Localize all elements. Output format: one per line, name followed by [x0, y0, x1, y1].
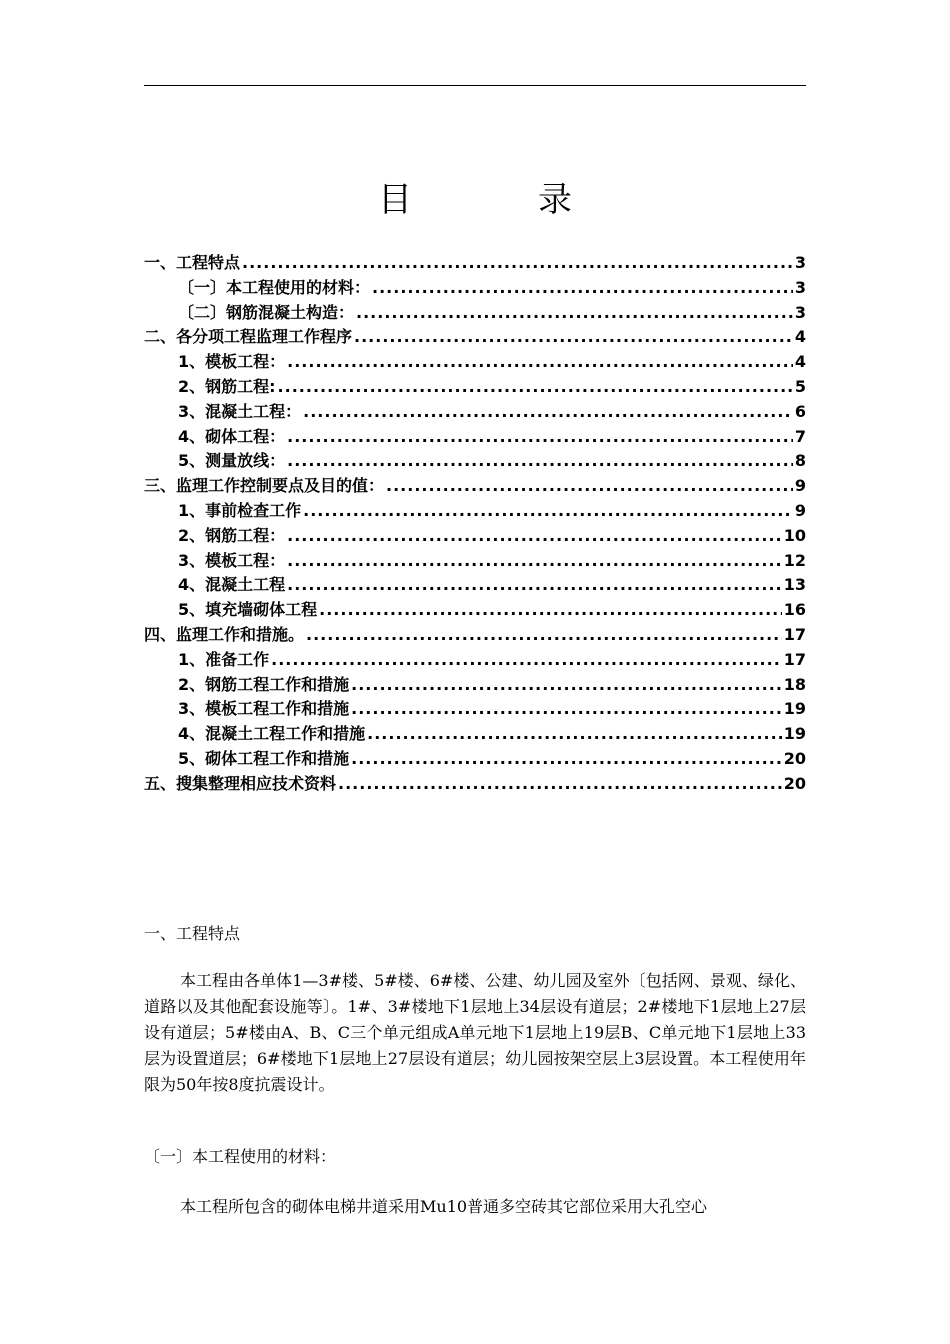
toc-entry-label: 4、混凝土工程 — [178, 575, 286, 595]
toc-entry-label: 五、搜集整理相应技术资料 — [144, 773, 337, 793]
header-rule — [144, 85, 806, 86]
toc-dot-leader — [287, 574, 782, 596]
toc-entry-page: 17 — [783, 649, 806, 669]
toc-entry[interactable] — [144, 723, 806, 748]
toc-entry-label: 三、监理工作控制要点及目的值： — [144, 476, 385, 496]
toc-entry[interactable] — [144, 550, 806, 575]
toc-dot-leader — [356, 302, 793, 324]
toc-entry-label: 1、模板工程： — [178, 352, 286, 372]
toc-entry-page: 3 — [794, 253, 806, 272]
toc-entry[interactable] — [144, 351, 806, 376]
toc-entry-page: 3 — [794, 277, 806, 297]
toc-entry-page: 12 — [783, 550, 806, 570]
section-paragraph: 本工程由各单体1—3#楼、5#楼、6#楼、公建、幼儿园及室外〔包括网、景观、绿化、道路以及其他配套设施等〕。1#、3#楼地下1层地上34层设有道层；2#楼地下1层地上27层设有道层；5#楼由A、B、C三个单元组成A单元地下1层地上19层B、C单元地下1层地上33层为设置道层；6#楼地下1层地上27层设有道层；幼儿园按架空层上3层设置。本工程使用年限为50年按8度抗震设计。 — [144, 971, 806, 1094]
toc-entry-label: 四、监理工作和措施。 — [144, 624, 305, 644]
toc-dot-leader — [319, 599, 782, 621]
table-of-contents — [144, 252, 806, 798]
toc-entry[interactable] — [144, 376, 806, 401]
toc-dot-leader — [287, 525, 782, 547]
toc-entry-page: 19 — [783, 724, 806, 744]
toc-entry-page: 9 — [794, 500, 806, 520]
toc-entry-page: 16 — [783, 600, 806, 620]
toc-dot-leader — [338, 773, 782, 795]
toc-title: 目 录 — [378, 180, 618, 220]
toc-dot-leader — [278, 376, 793, 398]
toc-entry[interactable] — [144, 500, 806, 525]
toc-entry-label: 4、混凝土工程工作和措施 — [178, 724, 366, 744]
toc-entry-page: 17 — [783, 624, 806, 644]
toc-entry[interactable] — [144, 748, 806, 773]
toc-entry-page: 8 — [794, 451, 806, 471]
toc-entry-page: 18 — [783, 674, 806, 694]
toc-dot-leader — [354, 326, 793, 348]
toc-entry[interactable] — [144, 426, 806, 451]
toc-entry[interactable] — [144, 277, 806, 302]
toc-entry[interactable] — [144, 475, 806, 500]
toc-entry-page: 6 — [794, 401, 806, 421]
toc-dot-leader — [287, 351, 793, 373]
toc-dot-leader — [287, 550, 782, 572]
toc-dot-leader — [367, 723, 782, 745]
toc-entry-page: 13 — [783, 575, 806, 595]
toc-entry-label: 一、工程特点 — [144, 253, 241, 272]
toc-entry[interactable] — [144, 450, 806, 475]
toc-entry[interactable] — [144, 599, 806, 624]
toc-entry[interactable] — [144, 698, 806, 723]
toc-entry-label: 2、钢筋工程: — [178, 376, 276, 396]
toc-entry[interactable] — [144, 326, 806, 351]
toc-dot-leader — [287, 450, 793, 472]
toc-entry[interactable] — [144, 252, 806, 277]
toc-entry-label: 二、各分项工程监理工作程序 — [144, 327, 353, 347]
toc-dot-leader — [306, 624, 782, 646]
toc-entry-label: 5、填充墙砌体工程 — [178, 600, 318, 620]
toc-entry[interactable] — [144, 773, 806, 798]
toc-entry-label: 4、砌体工程： — [178, 426, 286, 446]
toc-dot-leader — [351, 748, 782, 770]
section-heading: 一、工程特点 — [144, 924, 241, 943]
toc-dot-leader — [271, 649, 782, 671]
toc-entry-label: 3、模板工程： — [178, 550, 286, 570]
toc-entry-page: 4 — [794, 352, 806, 372]
subsection-paragraph: 本工程所包含的砌体电梯井道采用Mu10普通多空砖其它部位采用大孔空心 — [180, 1197, 708, 1216]
toc-entry-label: 5、测量放线： — [178, 451, 286, 471]
toc-dot-leader — [303, 401, 793, 423]
toc-entry-page: 7 — [794, 426, 806, 446]
toc-entry[interactable] — [144, 302, 806, 327]
toc-entry-label: 2、钢筋工程： — [178, 525, 286, 545]
toc-entry-page: 10 — [783, 525, 806, 545]
toc-dot-leader — [303, 500, 793, 522]
toc-entry[interactable] — [144, 624, 806, 649]
toc-entry-page: 3 — [794, 302, 806, 322]
toc-entry-label: 〔二〕钢筋混凝土构造： — [178, 302, 355, 322]
toc-entry-label: 3、混凝土工程： — [178, 401, 302, 421]
toc-entry-page: 20 — [783, 773, 806, 793]
toc-entry-label: 〔一〕本工程使用的材料： — [178, 277, 371, 297]
toc-entry-label: 5、砌体工程工作和措施 — [178, 748, 350, 768]
toc-entry-page: 5 — [794, 376, 806, 396]
toc-entry-page: 19 — [783, 699, 806, 719]
toc-dot-leader — [242, 252, 793, 274]
toc-entry-label: 1、事前检查工作 — [178, 500, 302, 520]
toc-entry[interactable] — [144, 649, 806, 674]
toc-dot-leader — [351, 698, 782, 720]
toc-entry-label: 2、钢筋工程工作和措施 — [178, 674, 350, 694]
toc-dot-leader — [372, 277, 793, 299]
toc-entry-page: 4 — [794, 327, 806, 347]
toc-entry-label: 3、模板工程工作和措施 — [178, 699, 350, 719]
toc-dot-leader — [386, 475, 793, 497]
toc-entry-page: 20 — [783, 748, 806, 768]
toc-dot-leader — [351, 674, 782, 696]
toc-entry[interactable] — [144, 574, 806, 599]
toc-entry-label: 1、准备工作 — [178, 649, 270, 669]
toc-entry[interactable] — [144, 674, 806, 699]
toc-entry[interactable] — [144, 401, 806, 426]
toc-entry-page: 9 — [794, 476, 806, 496]
toc-dot-leader — [287, 426, 793, 448]
toc-entry[interactable] — [144, 525, 806, 550]
subsection-heading: 〔一〕本工程使用的材料： — [144, 1147, 337, 1166]
